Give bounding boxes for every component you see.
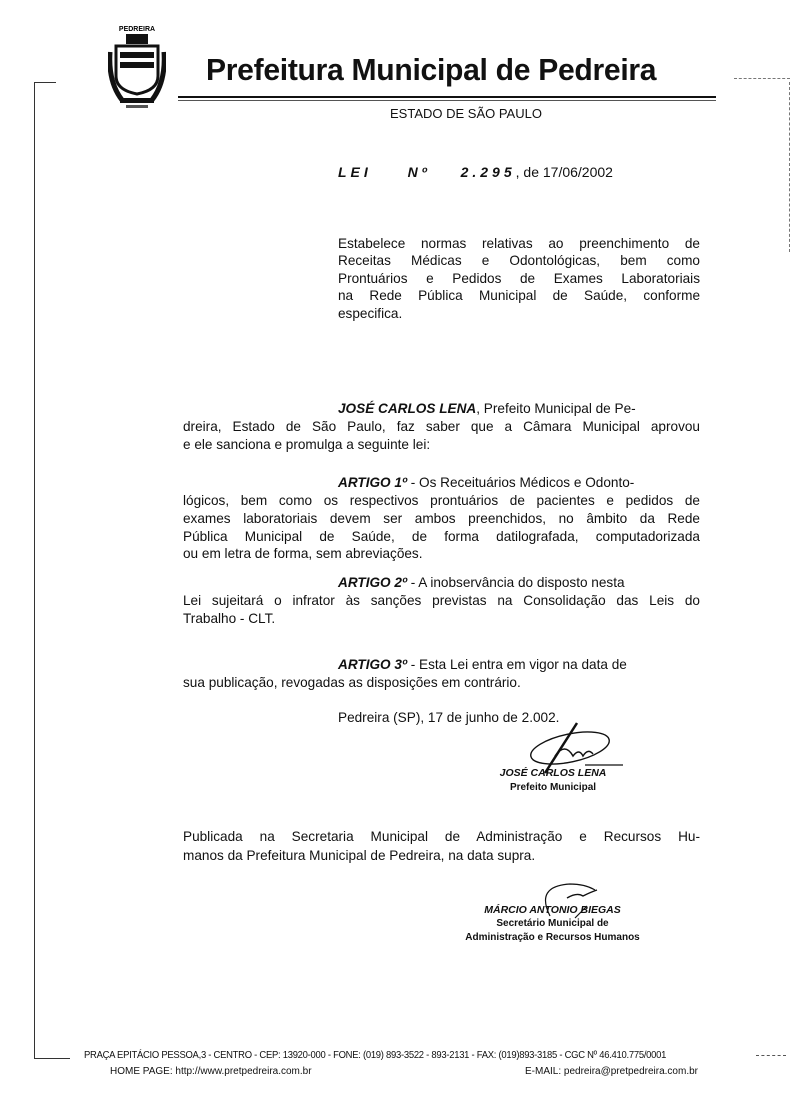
article-2-line: Lei sujeitará o infrator às sanções previstas na Consolidação das Leis do: [183, 593, 700, 608]
law-heading: [338, 164, 613, 180]
article-3-label: ARTIGO 3º: [338, 657, 407, 672]
page-border-right-top: [734, 78, 790, 80]
law-label: LEI: [338, 164, 372, 180]
article-1-label: ARTIGO 1º: [338, 475, 407, 490]
intro-line: e ele sanciona e promulga a seguinte lei:: [183, 437, 431, 452]
page-title: Prefeitura Municipal de Pedreira: [206, 52, 657, 87]
signatory-2-role: Secretário Municipal de: [496, 918, 609, 929]
state-name: ESTADO DE SÃO PAULO: [390, 106, 542, 121]
signatory-1-role: Prefeito Municipal: [509, 782, 597, 793]
abstract-line: Receitas Médicas e Odontológicas, bem como: [338, 253, 700, 268]
law-number: 2.295: [460, 164, 516, 180]
header-rule-thin: [178, 100, 716, 101]
footer-rule: [756, 1055, 786, 1057]
article-1-line: Pública Municipal de Saúde, de forma datilografada, computadorizada: [183, 529, 700, 544]
article-1-line: exames laboratoriais devem ser ambos preenchidos, no âmbito da Rede: [183, 511, 700, 526]
article-2-line: [338, 574, 625, 591]
header-rule: [178, 96, 716, 98]
article-text: - A inobservância do disposto nesta: [406, 575, 625, 590]
article-3-line: [338, 656, 627, 673]
article-1-line: lógicos, bem como os respectivos prontuários de pacientes e pedidos de: [183, 493, 700, 508]
article-text: - Os Receituários Médicos e Odonto-: [406, 475, 635, 490]
article-3-line: sua publicação, revogadas as disposições em contrário.: [183, 675, 521, 690]
abstract-line: Prontuários e Pedidos de Exames Laboratoriais: [338, 271, 700, 286]
abstract-line: especifica.: [338, 306, 403, 321]
svg-text:PEDREIRA: PEDREIRA: [118, 26, 156, 33]
page-border-right: [789, 82, 791, 252]
intro-line: [338, 400, 700, 417]
intro-text: , Prefeito Municipal de Pe-: [476, 401, 636, 416]
footer-homepage: HOME PAGE: http://www.pretpedreira.com.br: [110, 1066, 312, 1077]
law-date: , de 17/06/2002: [515, 164, 613, 180]
signatory-2-name: MÁRCIO ANTONIO BIEGAS: [484, 904, 621, 916]
article-2-line: Trabalho - CLT.: [183, 611, 276, 626]
place-date: Pedreira (SP), 17 de junho de 2.002.: [338, 710, 560, 725]
signatory-1-name: JOSÉ CARLOS LENA: [499, 767, 607, 779]
article-2-label: ARTIGO 2º: [338, 575, 407, 590]
crest-icon: [108, 22, 166, 112]
article-text: - Esta Lei entra em vigor na data de: [406, 657, 627, 672]
article-1-line: [338, 474, 634, 491]
law-number-label: Nº: [407, 164, 431, 180]
footer-address: PRAÇA EPITÁCIO PESSOA,3 - CENTRO - CEP: 13920-000 - FONE: (019) 893-3522 - 893-2131 - FAX: (019)893-3185 - CGC Nº 46.410.775/0001: [84, 1049, 667, 1061]
intro-line: dreira, Estado de São Paulo, faz saber que a Câmara Municipal aprovou: [183, 419, 700, 434]
footer-email: E-MAIL: pedreira@pretpedreira.com.br: [525, 1066, 698, 1077]
municipal-crest: [108, 22, 166, 117]
mayor-name: JOSÉ CARLOS LENA: [338, 401, 477, 416]
abstract-line: na Rede Pública Municipal de Saúde, conforme: [338, 288, 700, 303]
page-border-top: [34, 82, 56, 83]
signatory-2-role: Administração e Recursos Humanos: [465, 932, 640, 943]
publication-line: manos da Prefeitura Municipal de Pedreira, na data supra.: [183, 848, 536, 863]
article-1-line: ou em letra de forma, sem abreviações.: [183, 546, 423, 561]
page-border-bottom: [34, 1058, 70, 1059]
abstract-line: Estabelece normas relativas ao preenchimento de: [338, 236, 700, 251]
publication-line: Publicada na Secretaria Municipal de Administração e Recursos Hu-: [183, 829, 700, 844]
page-border-left: [34, 82, 35, 1058]
